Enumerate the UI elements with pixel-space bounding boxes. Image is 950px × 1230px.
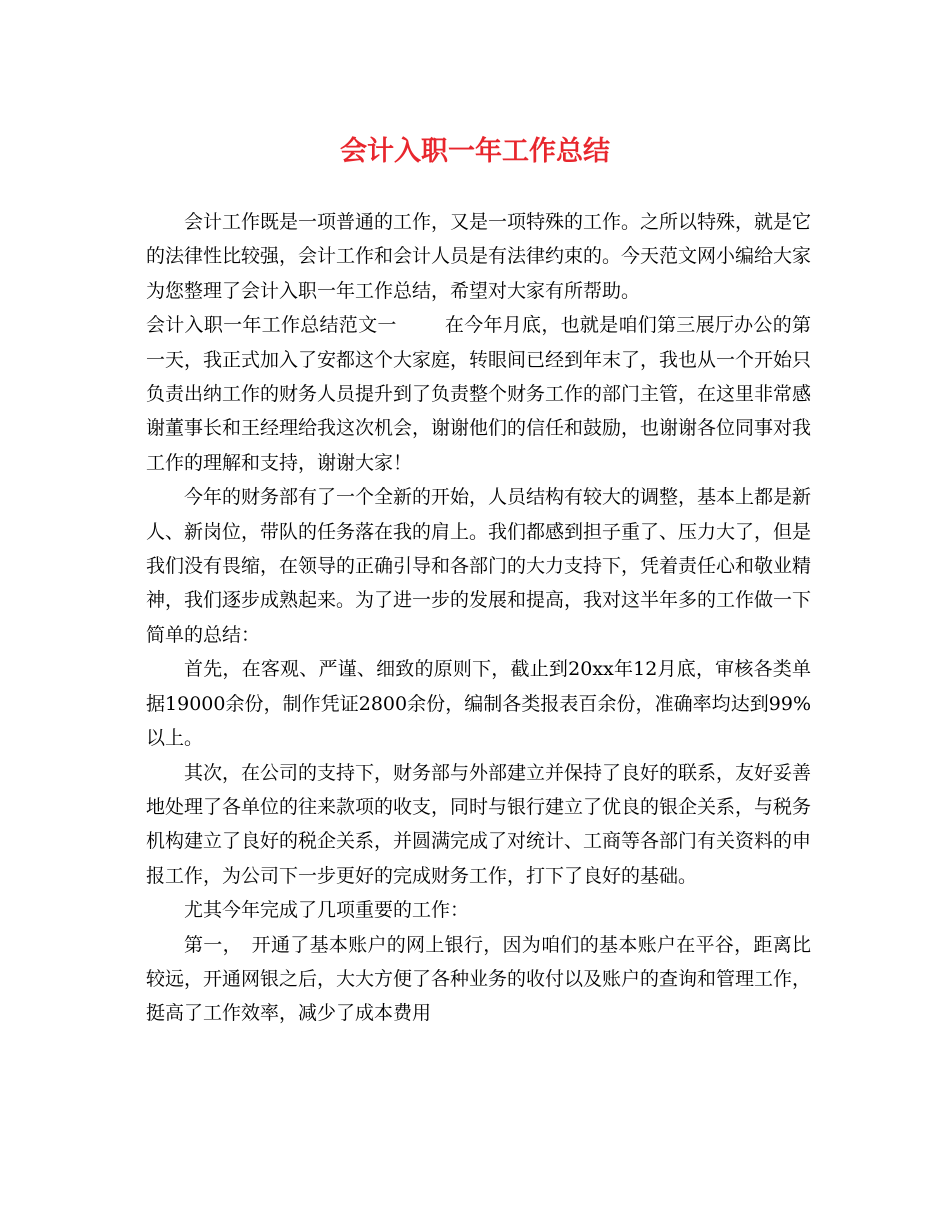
body-paragraph-3: 首先，在客观、严谨、细致的原则下，截止到20xx年12月底，审核各类单据19000余份，制作凭证2800余份，编制各类报表百余份，准确率均达到99%以上。 <box>146 658 811 750</box>
section-heading: 会计入职一年工作总结范文一 <box>146 314 397 337</box>
body-paragraph-4: 其次，在公司的支持下，财务部与外部建立并保持了良好的联系，友好妥善地处理了各单位的往来款项的收支，同时与银行建立了优良的银企关系，与税务机构建立了良好的税企关系，并圆满完成了对统计、工商等各部门有关资料的申报工作，为公司下一步更好的完成财务工作，打下了良好的基础。 <box>146 761 812 887</box>
section-first-paragraph: 在今年月底，也就是咱们第三展厅办公的第一天，我正式加入了安都这个大家庭，转眼间已经到年末了，我也从一个开始只负责出纳工作的财务人员提升到了负责整个财务工作的部门主管，在这里非常感谢董事长和王经理给我这次机会，谢谢他们的信任和鼓励，也谢谢各位同事对我工作的理解和支持，谢谢大家！ <box>146 314 812 474</box>
document-body <box>146 205 811 1031</box>
body-paragraph-5: 尤其今年完成了几项重要的工作： <box>184 899 470 922</box>
body-paragraph-2: 今年的财务部有了一个全新的开始，人员结构有较大的调整，基本上都是新人、新岗位，带队的任务落在我的肩上。我们都感到担子重了、压力大了，但是我们没有畏缩，在领导的正确引导和各部门的大力支持下，凭着责任心和敬业精神，我们逐步成熟起来。为了进一步的发展和提高，我对这半年多的工作做一下简单的总结： <box>146 486 812 646</box>
intro-paragraph: 会计工作既是一项普通的工作，又是一项特殊的工作。之所以特殊，就是它的法律性比较强，会计工作和会计人员是有法律约束的。今天范文网小编给大家为您整理了会计入职一年工作总结，希望对大家有所帮助。 <box>146 211 812 302</box>
body-paragraph-6: 第一， 开通了基本账户的网上银行，因为咱们的基本账户在平谷，距离比较远，开通网银之后，大大方便了各种业务的收付以及账户的查询和管理工作，挺高了工作效率，减少了成本费用 <box>146 933 812 1025</box>
section-paragraph <box>146 308 811 480</box>
document-title: 会计入职一年工作总结 <box>340 136 610 167</box>
